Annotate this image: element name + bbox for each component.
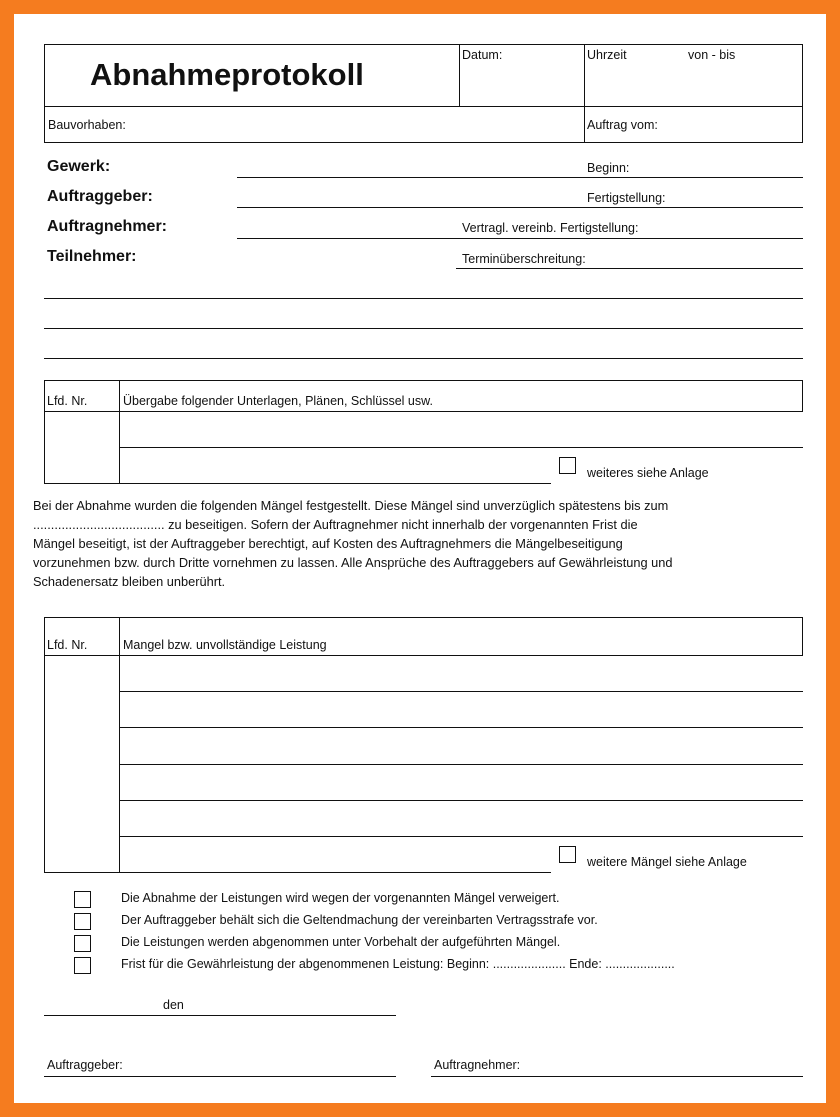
option-label: Frist für die Gewährleistung der abgenommenen Leistung: Beginn: ..................... Ende: .................... <box>121 957 675 971</box>
documents-table-divider <box>119 380 120 484</box>
den-label: den <box>163 998 184 1012</box>
defects-table-bottom <box>44 872 120 873</box>
option-label: Die Leistungen werden abgenommen unter Vorbehalt der aufgeführten Mängel. <box>121 935 561 949</box>
uhrzeit-label: Uhrzeit <box>587 48 627 62</box>
documents-row-line[interactable] <box>119 447 803 448</box>
bauvorhaben-label: Bauvorhaben: <box>48 118 126 132</box>
auftragnehmer-label: Auftragnehmer: <box>47 218 168 235</box>
fertigstellung-label: Fertigstellung: <box>587 191 666 205</box>
defects-row-line[interactable] <box>119 836 803 837</box>
paragraph-line: Mängel beseitigt, ist der Auftraggeber berechtigt, auf Kosten des Auftragnehmers die Mängelbeseitigung <box>33 536 623 551</box>
option-checkbox[interactable] <box>74 913 91 930</box>
header-divider <box>44 106 803 107</box>
auftragnehmer-line[interactable] <box>237 238 803 239</box>
option-checkbox[interactable] <box>74 935 91 952</box>
paragraph-line: vorzunehmen bzw. durch Dritte vornehmen zu lassen. Alle Ansprüche des Auftraggebers auf Gewährleistung und <box>33 555 673 570</box>
more-documents-checkbox[interactable] <box>559 457 576 474</box>
paragraph-line: Bei der Abnahme wurden die folgenden Mängel festgestellt. Diese Mängel sind unverzüglich spätestens bis zum <box>33 498 669 513</box>
documents-table-bottom <box>44 483 120 484</box>
more-documents-label: weiteres siehe Anlage <box>587 466 709 480</box>
defects-paragraph <box>33 496 793 591</box>
paragraph-line: Schadenersatz bleiben unberührt. <box>33 574 226 589</box>
defects-row-line[interactable] <box>119 800 803 801</box>
teilnehmer-line[interactable] <box>456 268 803 269</box>
auftragnehmer-signature-label: Auftragnehmer: <box>434 1058 521 1072</box>
blank-line[interactable] <box>44 358 803 359</box>
auftraggeber-line[interactable] <box>237 207 803 208</box>
defects-row-line[interactable] <box>119 727 803 728</box>
documents-row-line[interactable] <box>119 483 551 484</box>
auftraggeber-signature-label: Auftraggeber: <box>47 1058 123 1072</box>
defects-table-left-border <box>44 617 45 873</box>
documents-col-nr: Lfd. Nr. <box>47 394 88 408</box>
defects-row-line[interactable] <box>119 872 551 873</box>
terminueberschreitung-label: Terminüberschreitung: <box>462 252 586 266</box>
beginn-label: Beginn: <box>587 161 630 175</box>
von-bis-label: von - bis <box>688 48 736 62</box>
documents-table-left-border <box>44 380 45 484</box>
auftrag-vom-label: Auftrag vom: <box>587 118 658 132</box>
option-label: Der Auftraggeber behält sich die Geltendmachung der vereinbarten Vertragsstrafe vor. <box>121 913 598 927</box>
header-vdivider-1 <box>459 44 460 106</box>
option-checkbox[interactable] <box>74 957 91 974</box>
defects-row-line[interactable] <box>119 691 803 692</box>
option-checkbox[interactable] <box>74 891 91 908</box>
vertragl-fertigstellung-label: Vertragl. vereinb. Fertigstellung: <box>462 221 639 235</box>
defects-row-line[interactable] <box>119 764 803 765</box>
blank-line[interactable] <box>44 298 803 299</box>
datum-label: Datum: <box>462 48 503 62</box>
more-defects-label: weitere Mängel siehe Anlage <box>587 855 747 869</box>
paragraph-line: ..................................... zu beseitigen. Sofern der Auftragnehmer nicht innerhalb der vorgenannten Frist die <box>33 517 638 532</box>
header-vdivider-2 <box>584 44 585 143</box>
option-label: Die Abnahme der Leistungen wird wegen der vorgenannten Mängel verweigert. <box>121 891 560 905</box>
auftraggeber-signature-line[interactable] <box>44 1076 396 1077</box>
page-title: Abnahmeprotokoll <box>90 57 364 92</box>
auftragnehmer-signature-line[interactable] <box>431 1076 803 1077</box>
teilnehmer-label: Teilnehmer: <box>47 248 137 265</box>
gewerk-line[interactable] <box>237 177 803 178</box>
defects-table-divider <box>119 617 120 873</box>
gewerk-label: Gewerk: <box>47 158 111 175</box>
blank-line[interactable] <box>44 328 803 329</box>
more-defects-checkbox[interactable] <box>559 846 576 863</box>
defects-col-desc: Mangel bzw. unvollständige Leistung <box>123 638 327 652</box>
auftraggeber-label: Auftraggeber: <box>47 188 153 205</box>
documents-col-desc: Übergabe folgender Unterlagen, Plänen, Schlüssel usw. <box>123 394 433 408</box>
place-date-line[interactable] <box>44 1015 396 1016</box>
defects-col-nr: Lfd. Nr. <box>47 638 88 652</box>
